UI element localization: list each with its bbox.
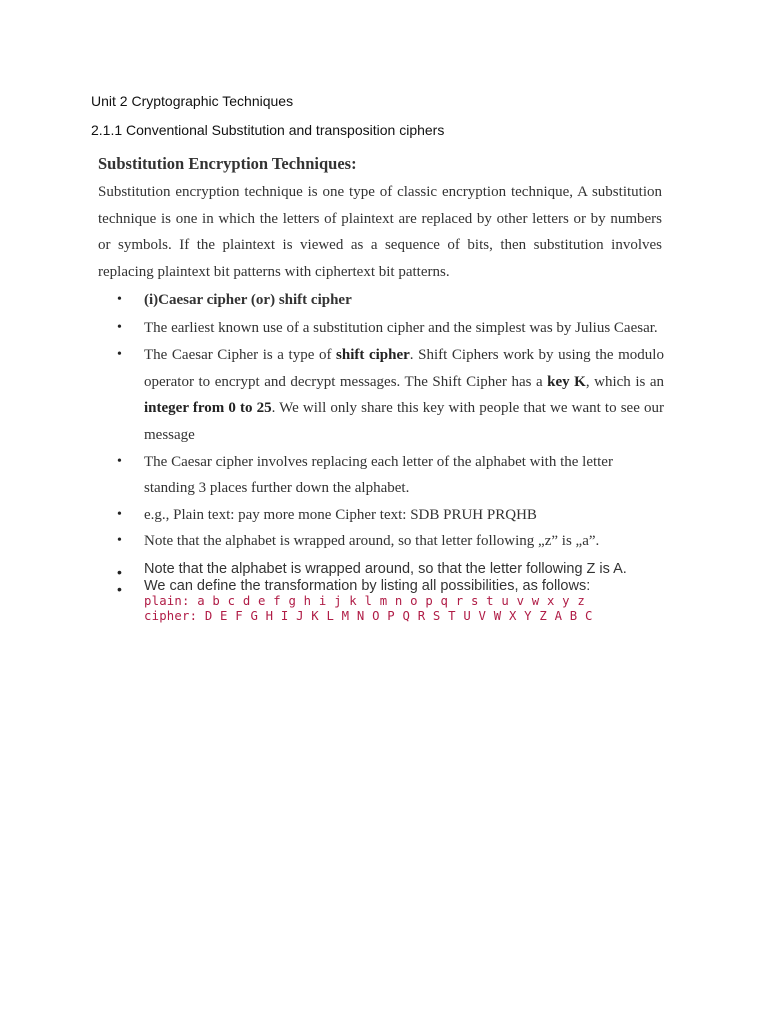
- bullet-icon: •: [117, 506, 122, 522]
- sub-heading: Substitution Encryption Techniques:: [98, 154, 357, 173]
- list-item-example: [98, 502, 664, 529]
- bullet-icon: •: [117, 292, 122, 307]
- unit-title: Unit 2 Cryptographic Techniques: [91, 93, 294, 109]
- shift-text-4: . We will only share this key with people that we want to see our message: [144, 400, 664, 443]
- plain-alphabet-line: plain: a b c d e f g h i j k l m n o p q r s t u v w x y z: [144, 593, 585, 608]
- key-k-bold: key K: [547, 373, 586, 390]
- bullet-list: [98, 287, 664, 624]
- section-title: 2.1.1 Conventional Substitution and transposition ciphers: [91, 122, 445, 138]
- bullet-icon: •: [117, 533, 122, 549]
- example-text: e.g., Plain text: pay more mone Cipher text: SDB PRUH PRQHB: [144, 506, 537, 523]
- wrapped-serif-text: Note that the alphabet is wrapped around, so that letter following „z” is „a”.: [144, 533, 600, 550]
- list-item-wrapped-sans: [98, 560, 664, 580]
- list-item-replacing: [98, 449, 664, 502]
- bullet-icon: •: [117, 319, 122, 335]
- bullet-icon: •: [117, 563, 122, 580]
- caesar-heading: (i)Caesar cipher (or) shift cipher: [144, 292, 352, 308]
- bullet-icon: •: [117, 347, 122, 363]
- bullet-icon: •: [117, 453, 122, 469]
- list-item-caesar-heading: [98, 287, 664, 314]
- shift-text-2: . Shift Ciphers work by using the modulo operator to encrypt and decrypt messages. The Shift Cipher has a: [144, 347, 664, 390]
- cipher-alphabet-line: cipher: D E F G H I J K L M N O P Q R S T U V W X Y Z A B C: [144, 608, 593, 623]
- bullet-icon: •: [117, 580, 122, 597]
- replacing-text: The Caesar cipher involves replacing each letter of the alphabet with the letter standing 3 places further down the alphabet.: [144, 453, 613, 497]
- wrapped-sans-text: Note that the alphabet is wrapped around, so that the letter following Z is A.: [144, 560, 627, 577]
- integer-range-bold: integer from 0 to 25: [144, 400, 272, 417]
- list-item-shift-cipher: [98, 342, 664, 448]
- intro-paragraph: Substitution encryption technique is one type of classic encryption technique, A substitution technique is one in which the letters of plaintext are replaced by other letters or by numbers or symbols. If the plaintext is viewed as a sequence of bits, then substitution involves replacing plaintext bit patterns with ciphertext bit patterns.: [98, 184, 662, 280]
- list-item-wrapped-serif: [98, 528, 664, 555]
- define-text: We can define the transformation by listing all possibilities, as follows:: [144, 577, 591, 594]
- shift-text-1: The Caesar Cipher is a type of: [144, 347, 337, 364]
- list-item-earliest: [98, 315, 664, 342]
- earliest-text: The earliest known use of a substitution cipher and the simplest was by Julius Caesar.: [144, 319, 658, 336]
- list-item-define: [98, 578, 664, 624]
- shift-text-3: , which is an: [585, 373, 665, 390]
- shift-cipher-bold: shift cipher: [336, 347, 410, 364]
